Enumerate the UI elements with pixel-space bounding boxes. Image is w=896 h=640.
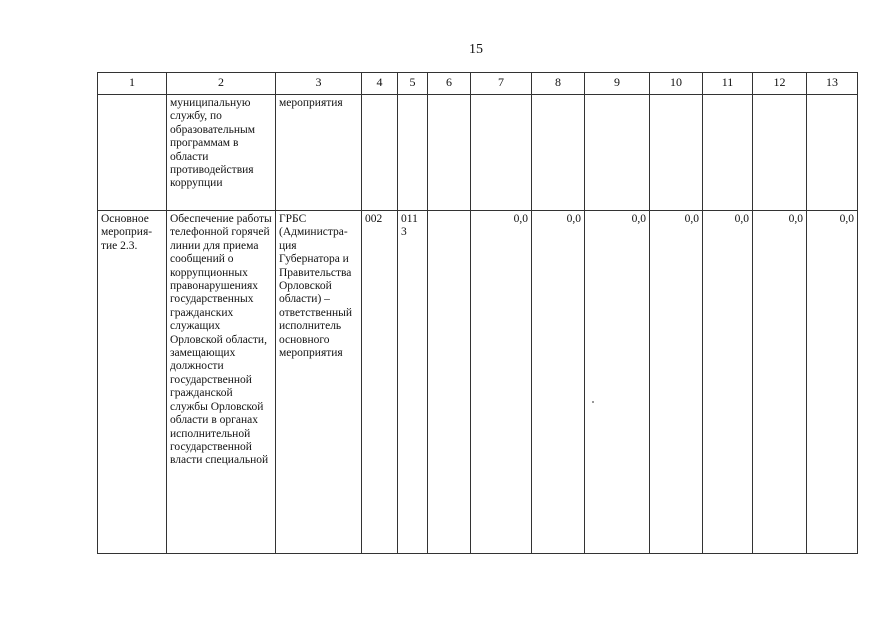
cell-col-4: 002 xyxy=(362,211,398,554)
budget-table xyxy=(97,72,858,554)
cell-col-8 xyxy=(532,95,585,211)
cell-col-12 xyxy=(753,95,807,211)
cell-col-7 xyxy=(471,95,532,211)
cell-col-6 xyxy=(428,95,471,211)
cell-col-10: 0,0 xyxy=(650,211,703,554)
cell-col-6 xyxy=(428,211,471,554)
cell-col-5: 011 3 xyxy=(398,211,428,554)
cell-col-12: 0,0 xyxy=(753,211,807,554)
column-header-7: 7 xyxy=(471,73,532,95)
cell-event-description: муниципальную службу, по образовательным программам в области противодействия коррупции xyxy=(167,95,276,211)
table-row xyxy=(98,95,858,211)
column-header-12: 12 xyxy=(753,73,807,95)
cell-event-description: Обеспечение работы телефонной горячей линии для приема сообщений о коррупционных правонарушениях государственных гражданских служащих Орловской области, замещающих должности государственной гражданской службы Орловской области в органах исполнительной государственной власти специальной xyxy=(167,211,276,554)
cell-col-13 xyxy=(807,95,858,211)
page-number: 15 xyxy=(469,42,483,57)
cell-col-10 xyxy=(650,95,703,211)
column-header-3: 3 xyxy=(276,73,362,95)
cell-responsible: ГРБС (Администра-ция Губернатора и Правительства Орловской области) – ответственный исполнитель основного мероприятия xyxy=(276,211,362,554)
cell-responsible: мероприятия xyxy=(276,95,362,211)
cell-col-9: 0,0 xyxy=(585,211,650,554)
column-header-4: 4 xyxy=(362,73,398,95)
column-header-13: 13 xyxy=(807,73,858,95)
cell-col-4 xyxy=(362,95,398,211)
column-header-11: 11 xyxy=(703,73,753,95)
column-header-1: 1 xyxy=(98,73,167,95)
cell-col-9 xyxy=(585,95,650,211)
cell-event-number: Основное мероприя-тие 2.3. xyxy=(98,211,167,554)
table-row xyxy=(98,211,858,554)
cell-event-number xyxy=(98,95,167,211)
column-header-5: 5 xyxy=(398,73,428,95)
column-header-10: 10 xyxy=(650,73,703,95)
cell-col-5 xyxy=(398,95,428,211)
cell-col-11 xyxy=(703,95,753,211)
column-header-6: 6 xyxy=(428,73,471,95)
cell-col-13: 0,0 xyxy=(807,211,858,554)
column-header-9: 9 xyxy=(585,73,650,95)
cell-col-8: 0,0 xyxy=(532,211,585,554)
table-header-row xyxy=(98,73,858,95)
column-header-2: 2 xyxy=(167,73,276,95)
scan-speck xyxy=(592,401,594,403)
column-header-8: 8 xyxy=(532,73,585,95)
cell-col-7: 0,0 xyxy=(471,211,532,554)
cell-col-11: 0,0 xyxy=(703,211,753,554)
